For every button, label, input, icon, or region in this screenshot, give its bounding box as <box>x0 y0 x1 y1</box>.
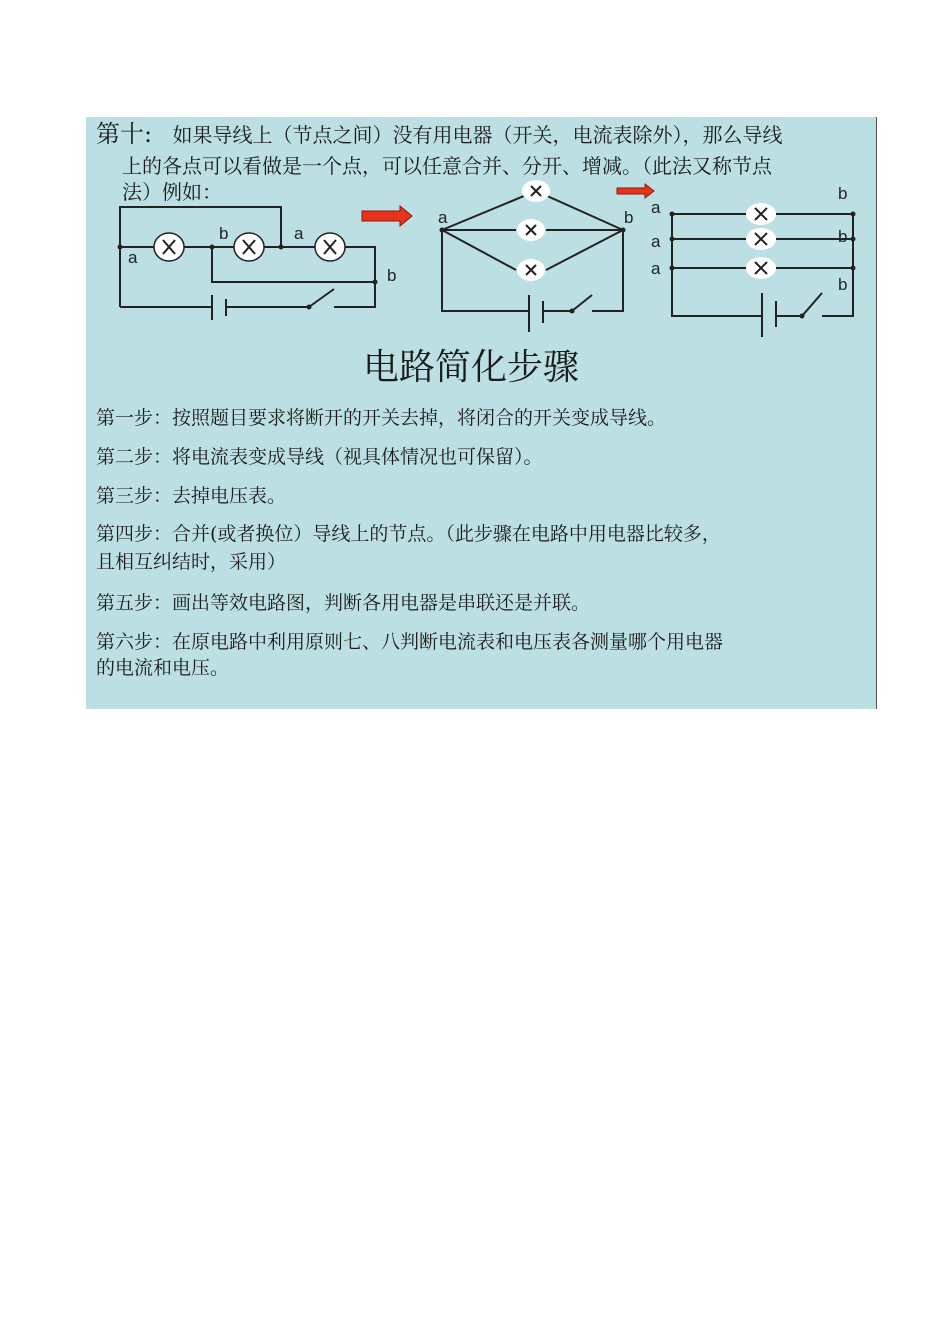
step-5: 第五步：画出等效电路图，判断各用电器是串联还是并联。 <box>96 592 591 614</box>
step-6-continued: 的电流和电压。 <box>96 657 230 679</box>
node-label-a: a <box>438 208 448 227</box>
lamp-icon <box>315 233 345 261</box>
lamp-icon <box>234 233 264 261</box>
rule-heading: 第十: <box>96 120 153 148</box>
lamp-icon <box>154 233 184 261</box>
node-label-b: b <box>624 208 634 227</box>
lamp-icon <box>517 259 545 281</box>
step-1: 第一步：按照题目要求将断开的开关去掉，将闭合的开关变成导线。 <box>96 407 667 429</box>
node-label-a: a <box>651 198 661 217</box>
rule-line-2: 上的各点可以看做是一个点，可以任意合并、分开、增减。（此法又称节点 <box>122 154 772 178</box>
content-panel <box>86 117 877 709</box>
arrow-right-icon <box>617 184 654 198</box>
rule-line-3: 法）例如： <box>122 180 222 204</box>
rule-line-1: 如果导线上（节点之间）没有用电器（开关，电流表除外），那么导线 <box>172 123 783 147</box>
lamp-icon <box>746 257 776 279</box>
step-4-continued: 且相互纠结时，采用） <box>96 551 287 573</box>
circuit-original <box>120 207 375 320</box>
node-label-b: b <box>838 227 848 246</box>
lamp-icon <box>746 203 776 225</box>
node-label-b: b <box>219 224 229 243</box>
node-label-b: b <box>838 275 848 294</box>
node-label-a: a <box>128 248 138 267</box>
node-label-b: b <box>387 266 397 285</box>
node-label-a: a <box>294 224 304 243</box>
node-label-b: b <box>838 184 848 203</box>
arrow-right-icon <box>362 206 412 226</box>
lamp-icon <box>746 228 776 250</box>
lamp-icon <box>522 180 550 202</box>
step-3: 第三步：去掉电压表。 <box>96 485 287 507</box>
page-title: 电路简化步骤 <box>362 347 579 388</box>
node-label-a: a <box>651 259 661 278</box>
step-4: 第四步：合并(或者换位）导线上的节点。（此步骤在电路中用电器比较多， <box>96 523 721 545</box>
step-2: 第二步：将电流表变成导线（视具体情况也可保留）。 <box>96 446 543 468</box>
circuit-diagrams <box>86 177 876 347</box>
lamp-icon <box>517 219 545 241</box>
node-label-a: a <box>651 232 661 251</box>
step-6: 第六步：在原电路中利用原则七、八判断电流表和电压表各测量哪个用电器 <box>96 631 724 653</box>
